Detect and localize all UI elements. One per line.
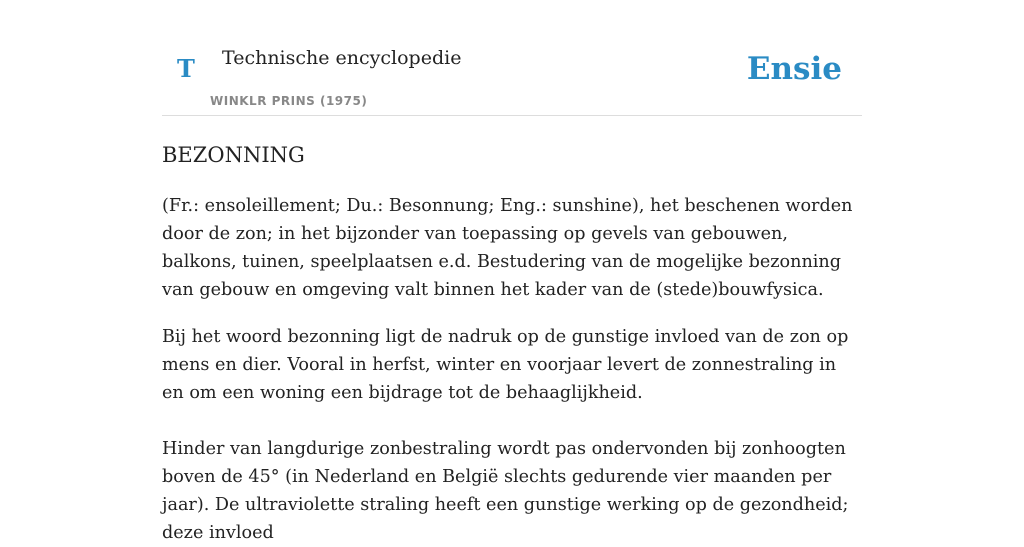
entry-title: BEZONNING [162, 143, 305, 167]
header [162, 0, 862, 116]
brand-logo[interactable]: Ensie [746, 51, 842, 87]
book-title-link[interactable]: Technische encyclopedie [222, 47, 462, 69]
encyclopedia-logo[interactable]: T [177, 54, 195, 83]
entry-paragraph: Bij het woord bezonning ligt de nadruk op de gunstige invloed van de zon op mens en dier. Vooral in herfst, winter en voorjaar levert de zonnestraling in en om een woning een bijdrage tot de behaaglijkheid. [162, 327, 849, 403]
entry-paragraph: (Fr.: ensoleillement; Du.: Besonnung; Eng.: sunshine), het beschenen worden door de zon; in het bijzonder van toepassing op gevels van gebouwen, balkons, tuinen, speelplaatsen e.d. Bestudering van de mogelijke bezonning van gebouw en omgeving valt binnen het kader van de (stede)bouwfysica. [162, 196, 853, 300]
book-subtitle: WINKLR PRINS (1975) [210, 94, 368, 108]
main-content [162, 0, 862, 543]
entry-paragraph: Hinder van langdurige zonbestraling wordt pas ondervonden bij zonhoogten boven de 45° (in Nederland en België slechts gedurende vier maanden per jaar). De ultraviolette straling heeft een gunstige werking op de gezondheid; deze invloed [162, 439, 849, 543]
